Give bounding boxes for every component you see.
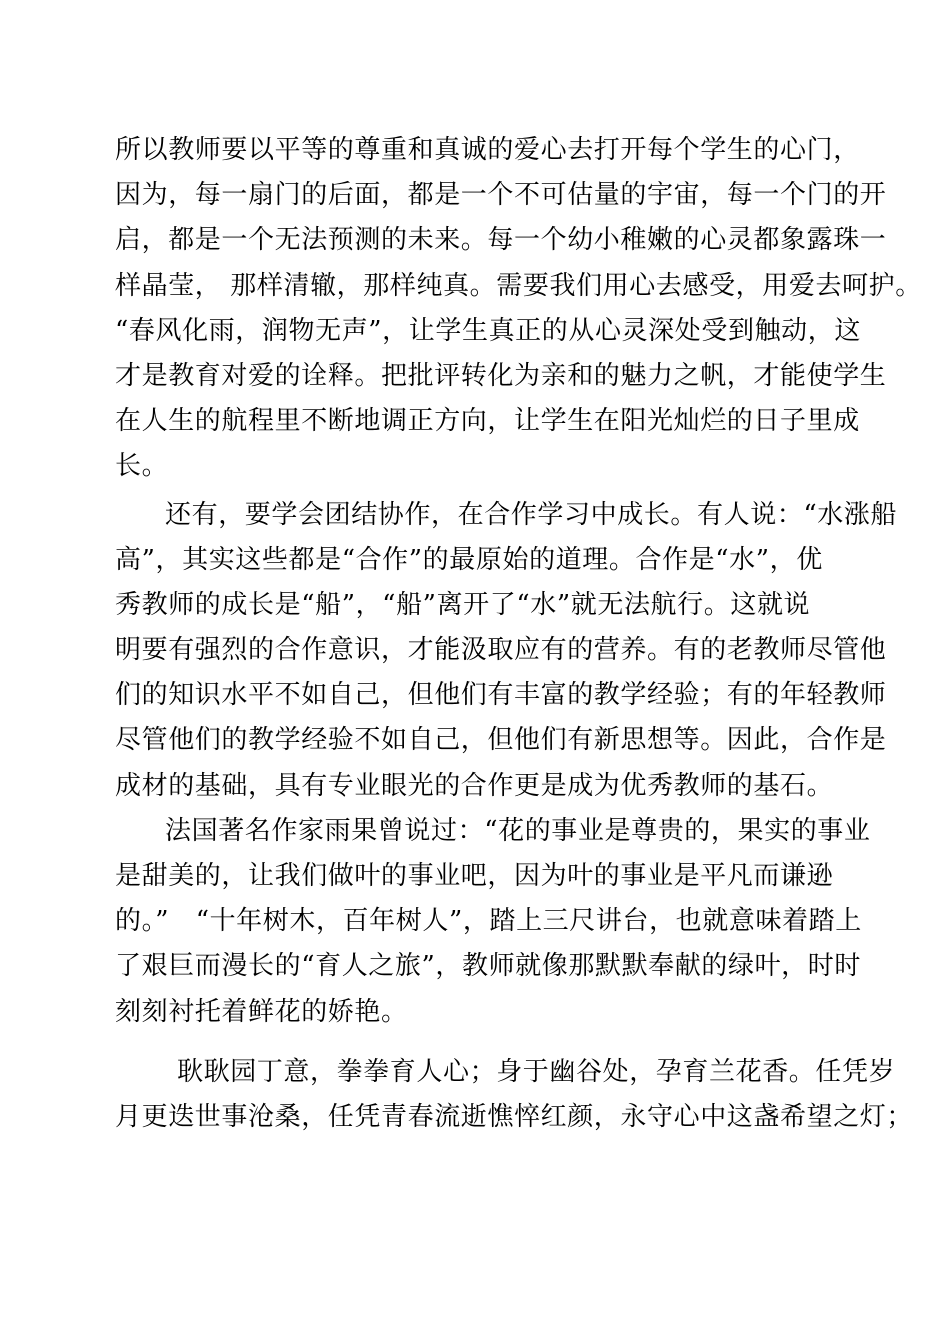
- text-line: 是甜美的，让我们做叶的事业吧，因为叶的事业是平凡而谦逊: [115, 861, 834, 891]
- paragraph-3: [115, 809, 871, 1035]
- text-line: 因为，每一扇门的后面，都是一个不可估量的宇宙，每一个门的开: [115, 180, 887, 211]
- text-line: 了艰巨而漫长的“育人之旅”，教师就像那默默奉献的绿叶，时时: [115, 951, 861, 982]
- text-line: 在人生的航程里不断地调正方向，让学生在阳光灿烂的日子里成: [115, 406, 860, 437]
- text-line: 成材的基础，具有专业眼光的合作更是成为优秀教师的基石。: [115, 770, 834, 801]
- text-line: 秀教师的成长是“船”，“船”离开了“水”就无法航行。这就说: [115, 589, 811, 620]
- text-line: 月更迭世事沧桑，任凭青春流逝憔悴红颜，永守心中这盏希望之灯；: [115, 1101, 914, 1132]
- text-line: 高”，其实这些都是“合作”的最原始的道理。合作是“水”，优: [115, 544, 823, 575]
- text-line: 刻刻衬托着鲜花的娇艳。: [115, 996, 408, 1027]
- text-line: 才是教育对爱的诠释。把批评转化为亲和的魅力之帆，才能使学生: [115, 360, 887, 391]
- document-body: [115, 128, 922, 1140]
- text-line: 尽管他们的教学经验不如自己，但他们有新思想等。因此，合作是: [115, 725, 887, 756]
- text-line: 还有，要学会团结协作，在合作学习中成长。有人说：“水涨船: [165, 499, 898, 530]
- text-line: 法国著名作家雨果曾说过：“花的事业是尊贵的，果实的事业: [165, 815, 871, 846]
- text-line: 耿耿园丁意，拳拳育人心；身于幽谷处，孕育兰花香。任凭岁: [177, 1056, 896, 1087]
- paragraph-1: [115, 128, 922, 490]
- text-line: 长。: [115, 451, 169, 482]
- paragraph-4: [115, 1050, 914, 1140]
- text-line: 所以教师要以平等的尊重和真诚的爱心去打开每个学生的心门，: [115, 135, 860, 165]
- text-line: 们的知识水平不如自己，但他们有丰富的教学经验；有的年轻教师: [115, 680, 887, 711]
- text-line: 样晶莹， 那样清辙，那样纯真。需要我们用心去感受，用爱去呵护。: [115, 270, 922, 301]
- text-line: 的。” “十年树木，百年树人”，踏上三尺讲台，也就意味着踏上: [115, 906, 862, 937]
- text-line: 明要有强烈的合作意识，才能汲取应有的营养。有的老教师尽管他: [115, 635, 887, 666]
- paragraph-2: [115, 493, 898, 809]
- text-line: 启，都是一个无法预测的未来。每一个幼小稚嫩的心灵都象露珠一: [115, 225, 887, 256]
- text-line: “春风化雨，润物无声”，让学生真正的从心灵深处受到触动，这: [115, 315, 861, 346]
